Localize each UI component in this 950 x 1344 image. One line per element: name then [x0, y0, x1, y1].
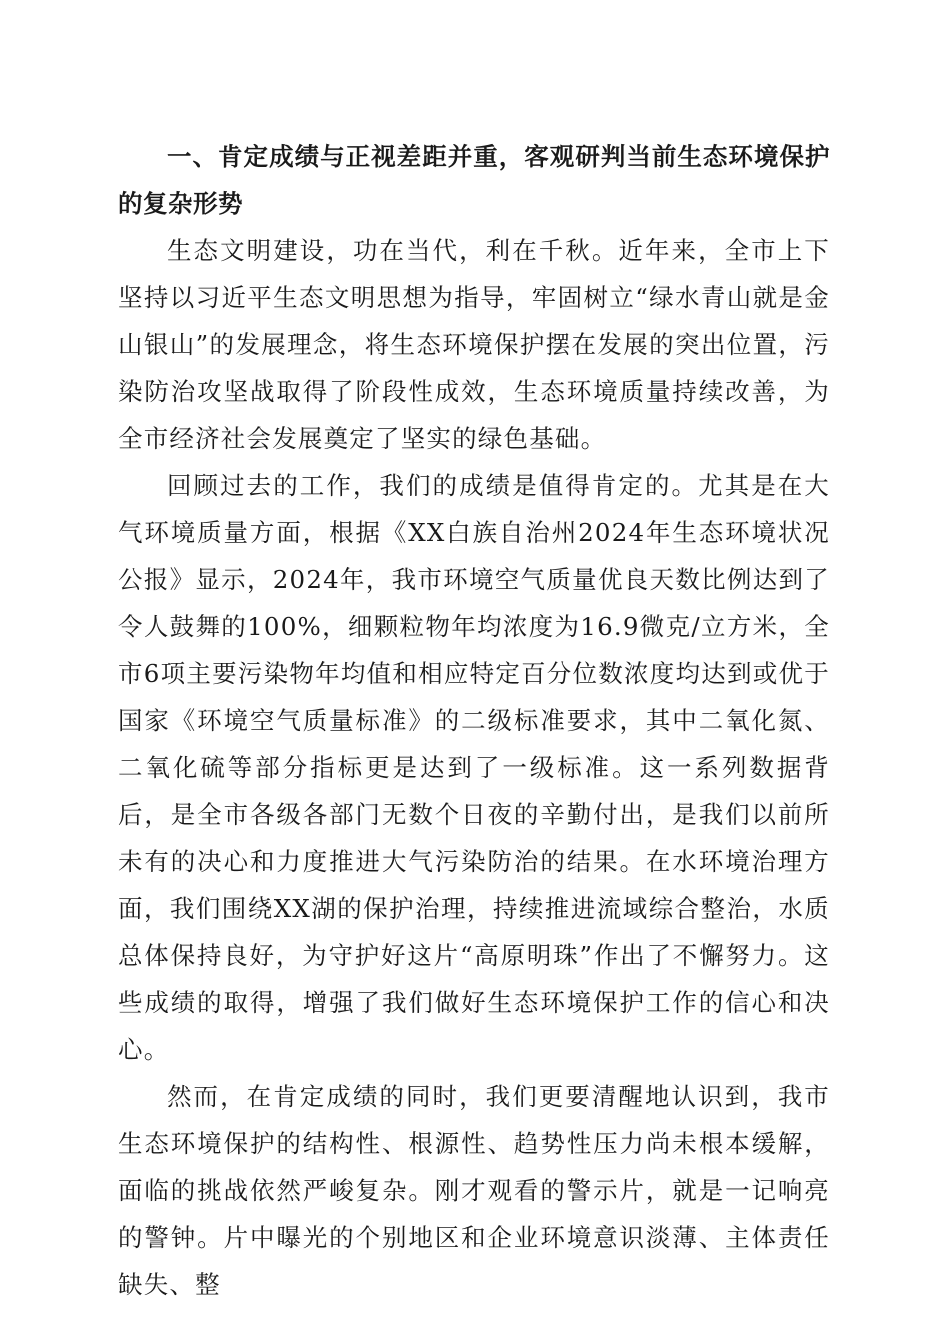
paragraph-ecological-civilization: 生态文明建设，功在当代，利在千秋。近年来，全市上下坚持以习近平生态文明思想为指导，牢固树立“绿水青山就是金山银山”的发展理念，将生态环境保护摆在发展的突出位置，污染防治攻坚战取得了阶段性成效，生态环境质量持续改善，为全市经济社会发展奠定了坚实的绿色基础。 [118, 236, 830, 453]
paragraph-achievements-review: 回顾过去的工作，我们的成绩是值得肯定的。尤其是在大气环境质量方面，根据《XX白族自治州2024年生态环境状况公报》显示，2024年，我市环境空气质量优良天数比例达到了令人鼓舞的100%，细颗粒物年均浓度为16.9微克/立方米，全市6项主要污染物年均值和相应特定百分位数浓度均达到或优于国家《环境空气质量标准》的二级标准要求，其中二氧化氮、二氧化硫等部分指标更是达到了一级标准。这一系列数据背后，是全市各级各部门无数个日夜的辛勤付出，是我们以前所未有的决心和力度推进大气污染防治的结果。在水环境治理方面，我们围绕XX湖的保护治理，持续推进流域综合整治，水质总体保持良好，为守护好这片“高原明珠”作出了不懈努力。这些成绩的取得，增强了我们做好生态环境保护工作的信心和决心。 [118, 471, 830, 1064]
section-heading: 一、肯定成绩与正视差距并重，客观研判当前生态环境保护的复杂形势 [118, 142, 830, 218]
document-body [118, 133, 830, 1308]
paragraph-challenges: 然而，在肯定成绩的同时，我们更要清醒地认识到，我市生态环境保护的结构性、根源性、趋势性压力尚未根本缓解，面临的挑战依然严峻复杂。刚才观看的警示片，就是一记响亮的警钟。片中曝光的个别地区和企业环境意识淡薄、主体责任缺失、整 [118, 1082, 830, 1299]
